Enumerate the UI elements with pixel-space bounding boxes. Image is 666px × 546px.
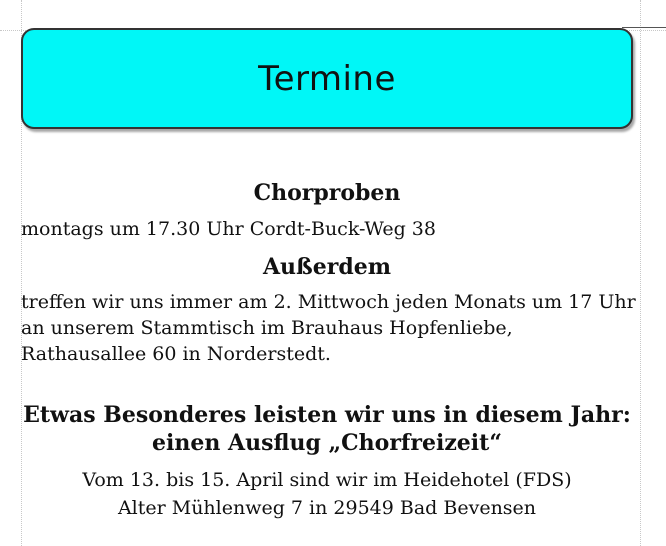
termine-banner: [21, 28, 633, 129]
ausserdem-heading: Außerdem: [262, 254, 392, 280]
chorproben-heading: Chorproben: [253, 180, 401, 206]
ausserdem-line-2: an unserem Stammtisch im Brauhaus Hopfenliebe,: [21, 317, 513, 339]
ausserdem-line-3: Rathausallee 60 in Norderstedt.: [21, 343, 331, 365]
special-date-line: Vom 13. bis 15. April sind wir im Heidehotel (FDS): [82, 469, 572, 491]
special-address-line: Alter Mühlenweg 7 in 29549 Bad Bevensen: [117, 497, 537, 519]
chorproben-text: montags um 17.30 Uhr Cordt-Buck-Weg 38: [21, 218, 436, 240]
right-margin-guide: [640, 0, 641, 546]
special-heading-line-1: Etwas Besonderes leisten wir uns in diesem Jahr:: [23, 402, 631, 428]
banner-title: Termine: [258, 58, 396, 99]
special-heading-line-2: einen Ausflug „Chorfreizeit“: [152, 430, 502, 456]
page-edge-line: [622, 27, 666, 28]
ausserdem-line-1: treffen wir uns immer am 2. Mittwoch jeden Monats um 17 Uhr: [21, 291, 636, 313]
